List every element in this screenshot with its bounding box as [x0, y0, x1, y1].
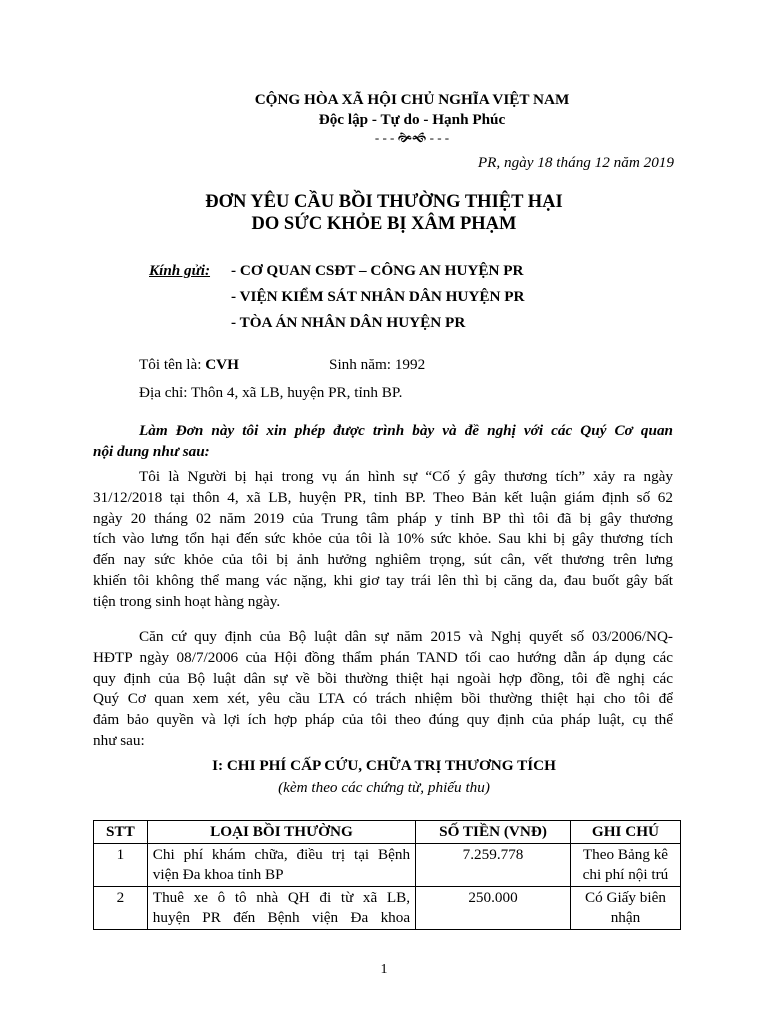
paragraph-line: Quý Cơ quan xem xét, yêu cầu LTA có trách nhiệm bồi thường thiệt hại cho tôi để — [93, 690, 673, 708]
cell-stt: 2 — [94, 887, 148, 930]
compensation-table — [93, 820, 681, 930]
recipient-1: - CƠ QUAN CSĐT – CÔNG AN HUYỆN PR — [231, 262, 524, 279]
document-title-line-1: ĐƠN YÊU CẦU BỒI THƯỜNG THIỆT HẠI — [205, 192, 563, 212]
paragraph-line: tiện trong sinh hoạt hàng ngày. — [93, 592, 281, 610]
intro-line: Làm Đơn này tôi xin phép được trình bày và đề nghị với các Quý Cơ quan — [139, 422, 673, 439]
paragraph-line: tích vào lưng tổn hại đến sức khỏe của tôi là 10% sức khỏe. Sau khi bị gây thương tích — [93, 530, 673, 548]
cell-type-line: Thuê xe ô tô nhà QH đi từ xã LB, — [152, 889, 411, 906]
cell-note — [570, 844, 680, 887]
country-name: CỘNG HÒA XÃ HỘI CHỦ NGHĨA VIỆT NAM — [254, 91, 570, 108]
cell-note-line: Theo Bảng kê — [582, 846, 669, 863]
cell-type — [147, 844, 415, 887]
cell-type-line: Chi phí khám chữa, điều trị tại Bệnh — [152, 846, 411, 863]
header-stt: STT — [94, 821, 148, 844]
table-row — [94, 887, 681, 930]
cell-type — [147, 887, 415, 930]
intro-line: nội dung như sau: — [93, 442, 210, 460]
cell-note-line: Có Giấy biên — [584, 889, 666, 906]
paragraph-line: ngày 20 tháng 02 năm 2019 của Trung tâm pháp y tỉnh BP thì tôi đã bị gây thương — [93, 509, 673, 527]
applicant-birth-year: Sinh năm: 1992 — [329, 356, 426, 373]
cell-note — [570, 887, 680, 930]
applicant-address: Địa chỉ: Thôn 4, xã LB, huyện PR, tỉnh BP. — [139, 384, 403, 401]
paragraph-line: HĐTP ngày 08/7/2006 của Hội đồng thẩm phán TAND tối cao hướng dẫn áp dụng các — [93, 648, 673, 666]
table-header-row — [94, 821, 681, 844]
cell-stt: 1 — [94, 844, 148, 887]
cell-note-line: nhận — [610, 909, 641, 926]
paragraph-line: khiến tôi không thể mang vác nặng, khi giơ tay trái lên thì bị căng da, đau buốt gây bất — [93, 571, 673, 589]
header-type: LOẠI BỒI THƯỜNG — [147, 821, 415, 844]
paragraph-incident — [93, 467, 673, 613]
paragraph-line: Tôi là Người bị hại trong vụ án hình sự “Cố ý gây thương tích” xảy ra ngày — [139, 468, 673, 485]
section-title: I: CHI PHÍ CẤP CỨU, CHỮA TRỊ THƯƠNG TÍCH — [212, 757, 556, 774]
paragraph-line: đến nay sức khỏe của tôi bị ảnh hưởng nghiêm trọng, sút cân, vết thương trên lưng — [93, 551, 673, 569]
cell-type-line: viện Đa khoa tỉnh BP — [152, 866, 284, 883]
recipient-3: - TÒA ÁN NHÂN DÂN HUYỆN PR — [231, 314, 466, 331]
cell-note-line: chi phí nội trú — [582, 866, 669, 883]
applicant-name: CVH — [205, 356, 239, 373]
header-separator: - - - 🙞🙜 - - - — [374, 130, 450, 145]
addressee-label: Kính gửi: — [149, 262, 211, 279]
cell-amount: 250.000 — [416, 887, 571, 930]
section-subtitle: (kèm theo các chứng từ, phiếu thu) — [278, 779, 490, 796]
national-motto: Độc lập - Tự do - Hạnh Phúc — [318, 111, 506, 128]
paragraph-line: Căn cứ quy định của Bộ luật dân sự năm 2015 và Nghị quyết số 03/2006/NQ- — [139, 628, 673, 645]
cell-type-line: huyện PR đến Bệnh viện Đa khoa — [152, 909, 411, 926]
paragraph-legal-basis — [93, 627, 673, 752]
intro-paragraph — [93, 421, 673, 463]
cell-amount: 7.259.778 — [416, 844, 571, 887]
header-note: GHI CHÚ — [570, 821, 680, 844]
recipient-2: - VIỆN KIỂM SÁT NHÂN DÂN HUYỆN PR — [231, 288, 525, 305]
document-title-line-2: DO SỨC KHỎE BỊ XÂM PHẠM — [251, 214, 517, 234]
paragraph-line: quy định của Bộ luật dân sự về bồi thường thiệt hại ngoài hợp đồng, tôi đề nghị các — [93, 669, 673, 687]
paragraph-line: đảm bảo quyền và lợi ích hợp pháp của tôi theo đúng quy định của pháp luật, cụ thể — [93, 711, 673, 729]
header-amount: SỐ TIỀN (VNĐ) — [416, 821, 571, 844]
paragraph-line: 31/12/2018 tại thôn 4, xã LB, huyện PR, tỉnh BP. Theo Bản kết luận giám định số 62 — [93, 488, 673, 506]
applicant-name-label: Tôi tên là: — [139, 356, 206, 373]
page-number: 1 — [380, 962, 388, 977]
paragraph-line: như sau: — [93, 731, 145, 749]
table-row — [94, 844, 681, 887]
applicant-name-line — [139, 356, 239, 374]
place-date-line: PR, ngày 18 tháng 12 năm 2019 — [477, 154, 674, 171]
